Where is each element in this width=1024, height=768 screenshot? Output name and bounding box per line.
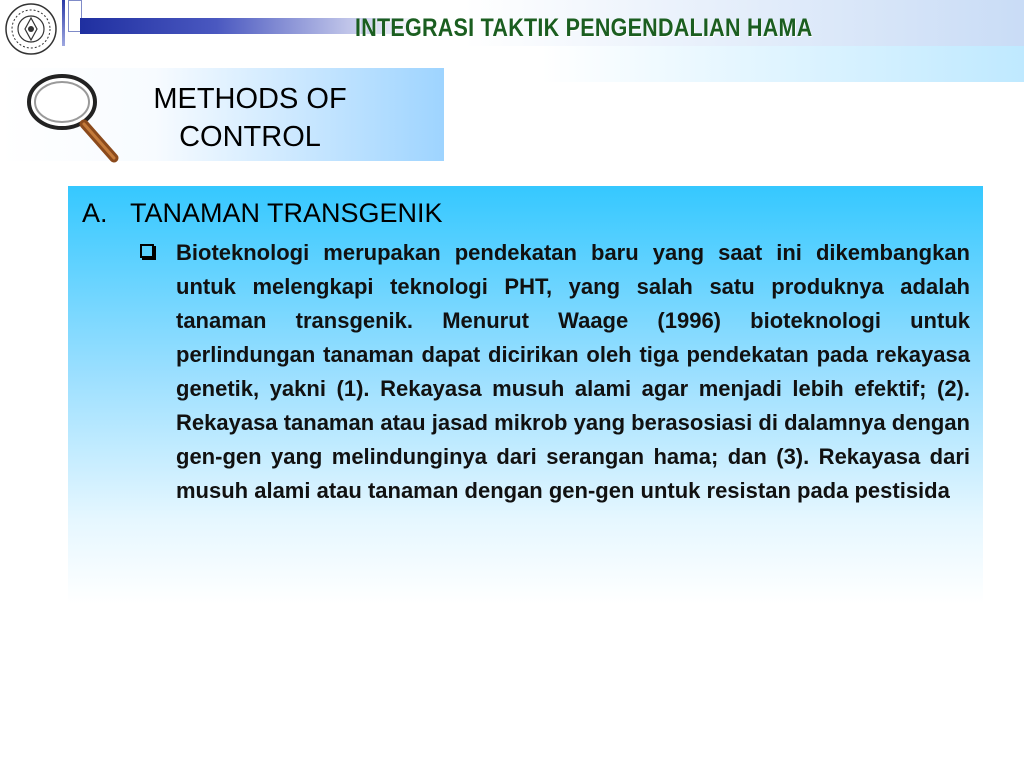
section-number: A. [82, 198, 108, 228]
university-seal-icon [4, 2, 58, 56]
magnifying-glass-icon [24, 68, 124, 168]
page-title-line1: METHODS OF [153, 83, 347, 115]
page-title [120, 80, 380, 156]
decorative-vertical-line [62, 0, 65, 46]
page-title-line2: CONTROL [179, 121, 321, 153]
section-heading-text: TANAMAN TRANSGENIK [130, 198, 443, 228]
section-heading [82, 198, 443, 229]
banner-title: INTEGRASI TAKTIK PENGENDALIAN HAMA [355, 14, 813, 42]
body-paragraph: Bioteknologi merupakan pendekatan baru yang saat ini dikembangkan untuk melengkapi teknologi PHT, yang salah satu produknya adalah tanaman transgenik. Menurut Waage (1996) bioteknologi untuk perlindungan tanaman dapat dicirikan oleh tiga pendekatan pada rekayasa genetik, yakni (1). Rekayasa musuh alami agar menjadi lebih efektif; (2). Rekayasa tanaman atau jasad mikrob yang berasosiasi di dalamnya dengan gen-gen yang melindunginya dari serangan hama; dan (3). Rekayasa dari musuh alami atau tanaman dengan gen-gen untuk resistan pada pestisida [176, 240, 970, 503]
hollow-square-bullet-icon [140, 244, 154, 258]
